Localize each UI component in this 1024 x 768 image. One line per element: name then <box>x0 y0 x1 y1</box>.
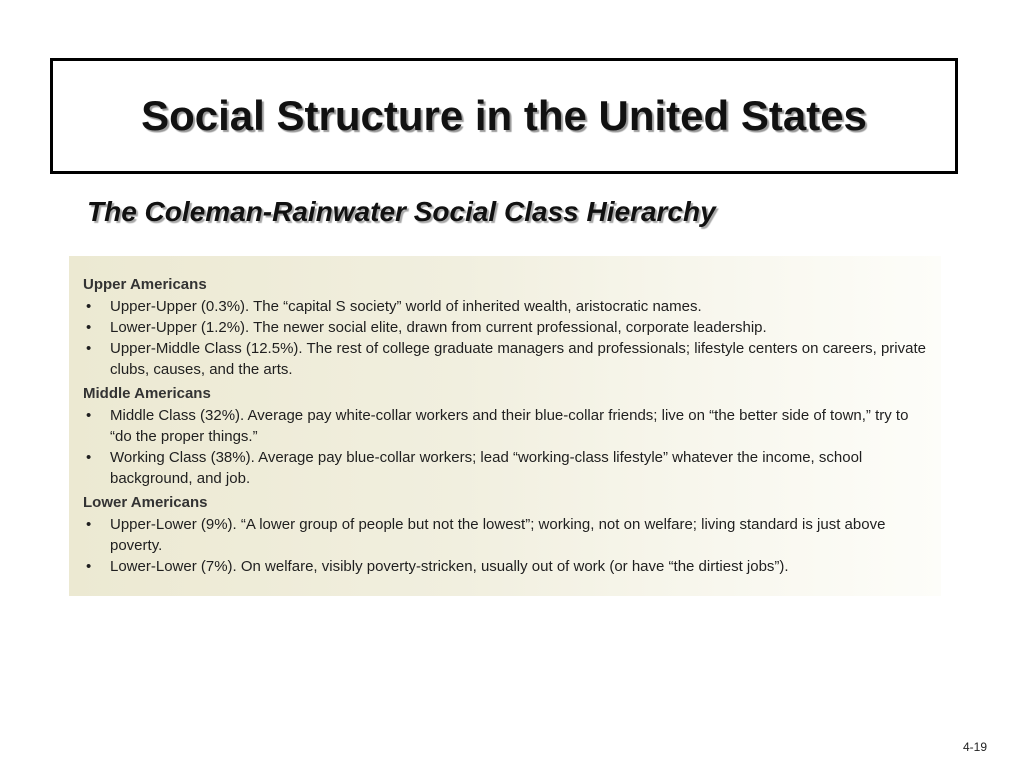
list-item <box>83 556 931 577</box>
item-text: Middle Class (32%). Average pay white-collar workers and their blue-collar friends; live on “the better side of town,” try to “do the proper things.” <box>110 407 909 445</box>
section-upper-americans <box>83 276 941 380</box>
list-item <box>83 447 931 489</box>
slide-subtitle: The Coleman-Rainwater Social Class Hierarchy <box>87 196 716 227</box>
list-item <box>83 405 931 447</box>
item-text: Upper-Upper (0.3%). The “capital S society” world of inherited wealth, aristocratic names. <box>110 298 702 315</box>
class-hierarchy-panel <box>69 256 941 596</box>
item-text: Upper-Middle Class (12.5%). The rest of college graduate managers and professionals; lifestyle centers on careers, private clubs, causes, and the arts. <box>110 340 926 378</box>
section-items <box>83 514 941 577</box>
bullet-icon: • <box>86 558 92 575</box>
list-item <box>83 317 931 338</box>
section-heading: Middle Americans <box>83 385 211 402</box>
item-text: Upper-Lower (9%). “A lower group of people but not the lowest”; working, not on welfare; living standard is just above poverty. <box>110 516 886 554</box>
list-item <box>83 338 931 380</box>
bullet-icon: • <box>86 516 92 533</box>
section-items <box>83 296 941 380</box>
list-item <box>83 514 931 556</box>
item-text: Working Class (38%). Average pay blue-collar workers; lead “working-class lifestyle” whatever the income, school background, and job. <box>110 449 863 487</box>
bullet-icon: • <box>86 298 92 315</box>
section-middle-americans <box>83 385 941 489</box>
list-item <box>83 296 931 317</box>
bullet-icon: • <box>86 340 92 357</box>
title-box <box>50 58 958 174</box>
bullet-icon: • <box>86 319 92 336</box>
bullet-icon: • <box>86 449 92 466</box>
section-lower-americans <box>83 494 941 577</box>
item-text: Lower-Lower (7%). On welfare, visibly poverty-stricken, usually out of work (or have “the dirtiest jobs”). <box>110 558 789 575</box>
slide-number: 4-19 <box>962 740 987 754</box>
item-text: Lower-Upper (1.2%). The newer social elite, drawn from current professional, corporate leadership. <box>110 319 767 336</box>
section-items <box>83 405 941 489</box>
section-heading: Lower Americans <box>83 494 208 511</box>
bullet-icon: • <box>86 407 92 424</box>
slide-title: Social Structure in the United States <box>141 92 867 139</box>
section-heading: Upper Americans <box>83 276 207 293</box>
